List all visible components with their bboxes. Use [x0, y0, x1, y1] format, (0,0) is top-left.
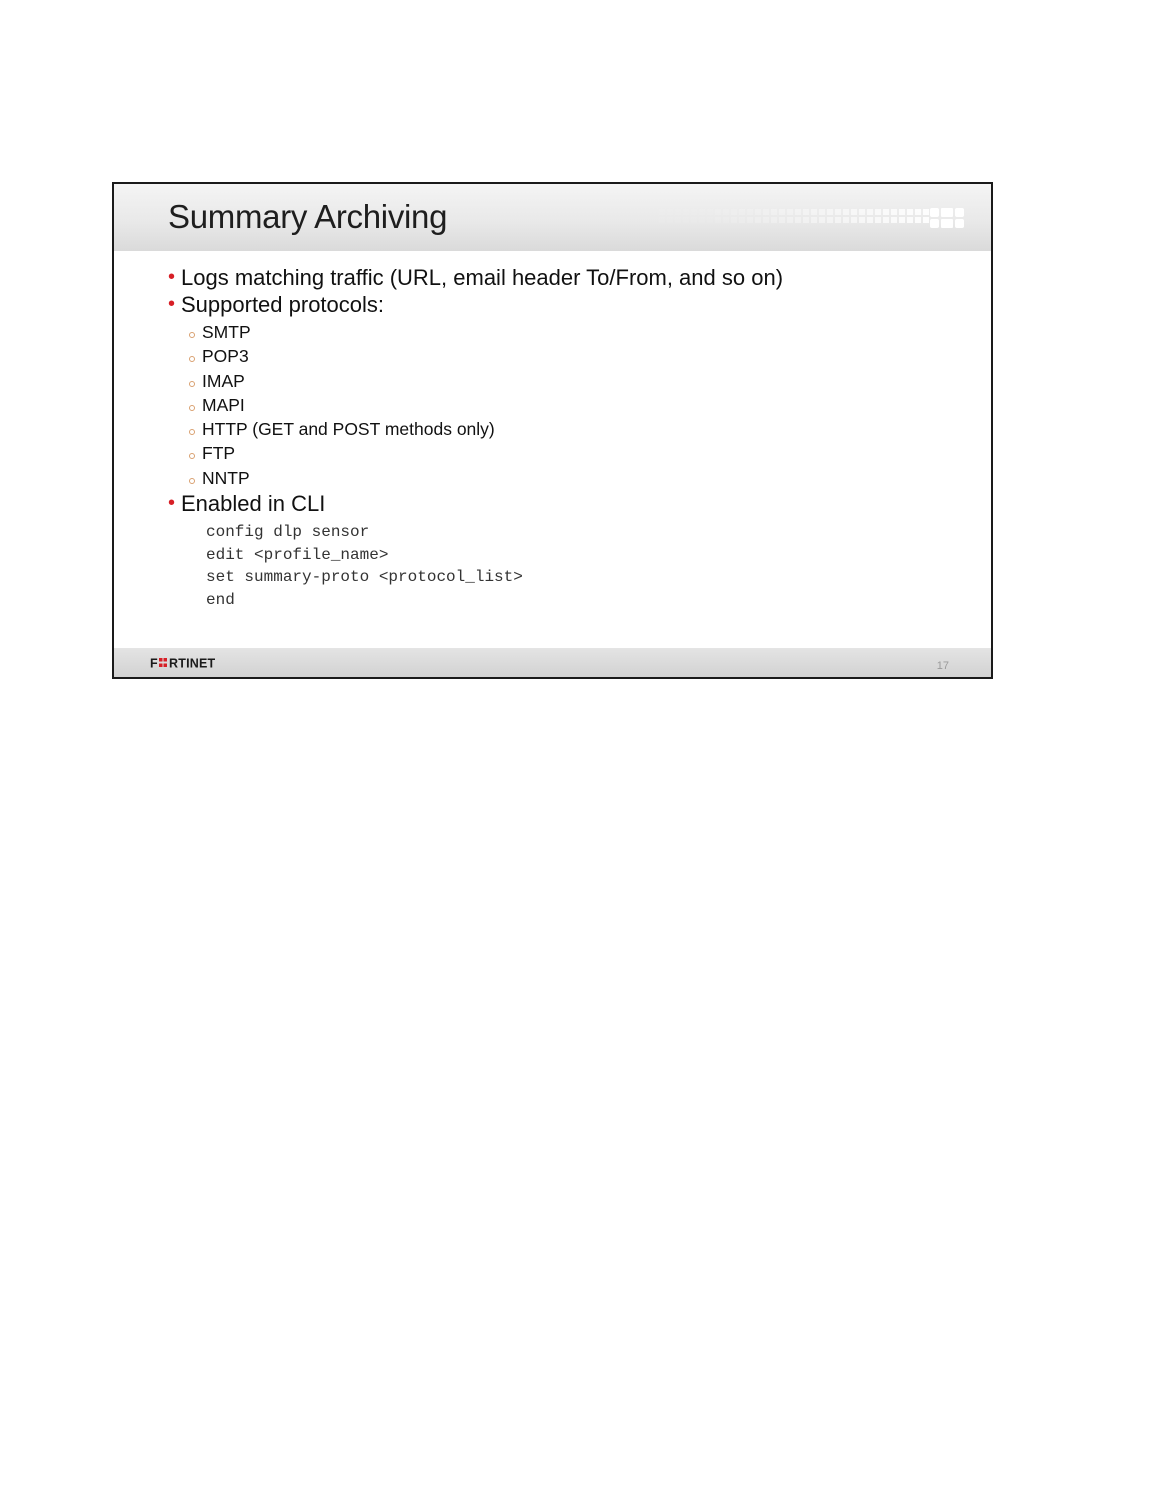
slide-title: Summary Archiving: [168, 198, 448, 235]
svg-text:F: F: [150, 656, 158, 670]
list-item: SMTP: [168, 320, 968, 344]
list-item: FTP: [168, 441, 968, 465]
bullet-cli: • Enabled in CLI: [168, 490, 968, 517]
dotted-pattern-icon: [659, 208, 969, 228]
slide-footer: [114, 648, 991, 677]
code-line: set summary-proto <protocol_list>: [206, 568, 523, 587]
list-item: MAPI: [168, 393, 968, 417]
protocol-list: [168, 320, 968, 490]
page-number: 17: [936, 660, 949, 672]
list-item: NNTP: [168, 466, 968, 490]
code-line: end: [206, 591, 235, 610]
slide-header: [114, 184, 991, 251]
code-line: config dlp sensor: [206, 523, 370, 542]
slide-body: [168, 264, 968, 612]
slide: [112, 182, 993, 679]
svg-text:RTINET: RTINET: [169, 656, 216, 670]
bullet-protocols: • Supported protocols:: [168, 291, 968, 318]
fortinet-logo: [150, 656, 230, 670]
list-item: POP3: [168, 344, 968, 368]
cli-code-block: [206, 521, 968, 612]
list-item: IMAP: [168, 369, 968, 393]
code-line: edit <profile_name>: [206, 545, 389, 564]
bullet-logs: • Logs matching traffic (URL, email header To/From, and so on): [168, 264, 968, 291]
list-item: HTTP (GET and POST methods only): [168, 417, 968, 441]
